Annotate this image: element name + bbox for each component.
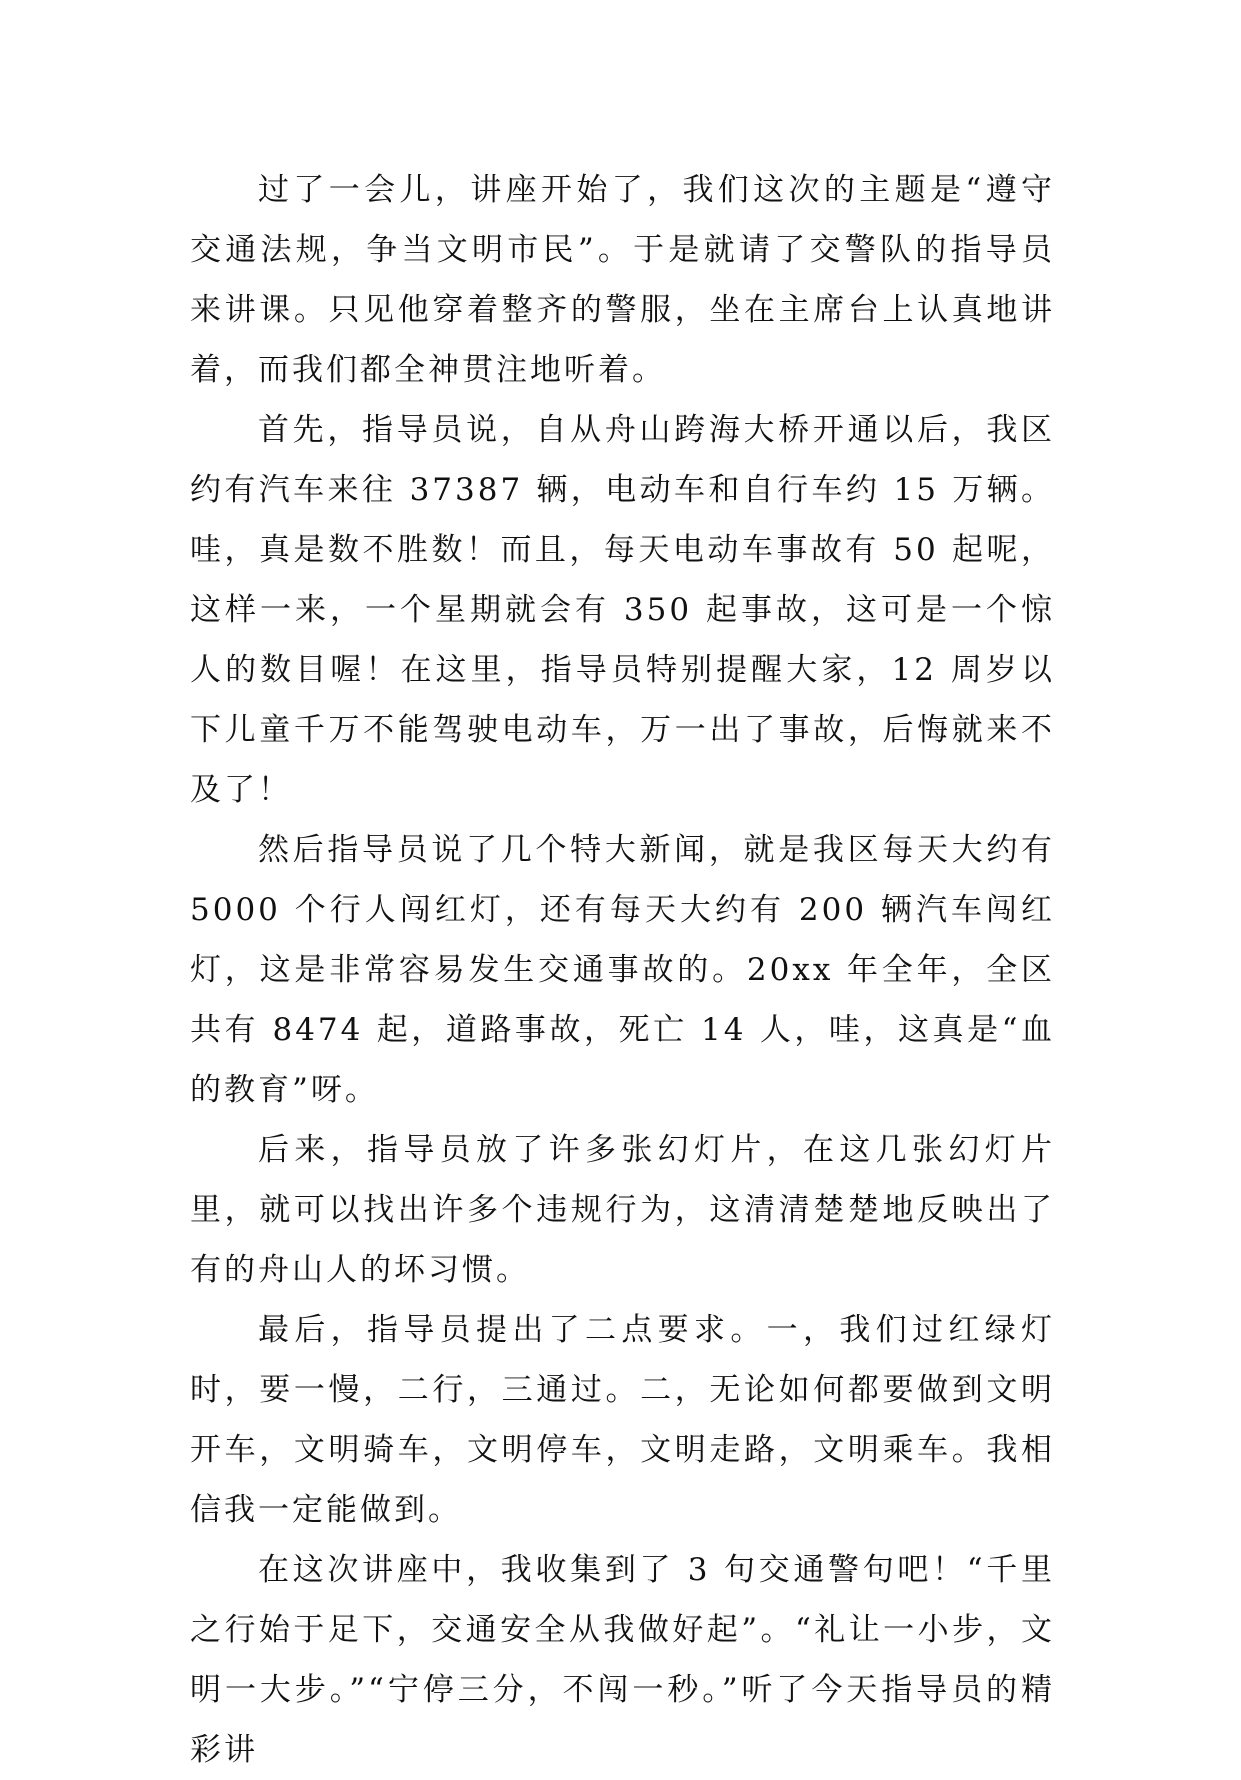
paragraph-requirements: 最后，指导员提出了二点要求。一，我们过红绿灯时，要一慢，二行，三通过。二，无论如何都要做到文明开车，文明骑车，文明停车，文明走路，文明乘车。我相信我一定能做到。 bbox=[190, 1312, 1055, 1528]
paragraph-slogans: 在这次讲座中，我收集到了 3 句交通警句吧！“千里之行始于足下，交通安全从我做好起”。“礼让一小步，文明一大步。”“宁停三分，不闯一秒。”听了今天指导员的精彩讲 bbox=[190, 1552, 1055, 1768]
document-body bbox=[190, 160, 1055, 1780]
paragraph-lecture-start: 过了一会儿，讲座开始了，我们这次的主题是“遵守交通法规，争当文明市民”。于是就请了交警队的指导员来讲课。只见他穿着整齐的警服，坐在主席台上认真地讲着，而我们都全神贯注地听着。 bbox=[190, 172, 1055, 388]
paragraph-vehicle-statistics: 首先，指导员说，自从舟山跨海大桥开通以后，我区约有汽车来往 37387 辆，电动车和自行车约 15 万辆。哇，真是数不胜数！而且，每天电动车事故有 50 起呢，这样一来，一个星期就会有 350 起事故，这可是一个惊人的数目喔！在这里，指导员特别提醒大家，12 周岁以下儿童千万不能驾驶电动车，万一出了事故，后悔就来不及了！ bbox=[190, 412, 1055, 808]
paragraph-red-light-news: 然后指导员说了几个特大新闻，就是我区每天大约有 5000 个行人闯红灯，还有每天大约有 200 辆汽车闯红灯，这是非常容易发生交通事故的。20xx 年全年，全区共有 8474 起，道路事故，死亡 14 人，哇，这真是“血的教育”呀。 bbox=[190, 832, 1055, 1108]
paragraph-slides: 后来，指导员放了许多张幻灯片，在这几张幻灯片里，就可以找出许多个违规行为，这清清楚楚地反映出了有的舟山人的坏习惯。 bbox=[190, 1132, 1055, 1288]
